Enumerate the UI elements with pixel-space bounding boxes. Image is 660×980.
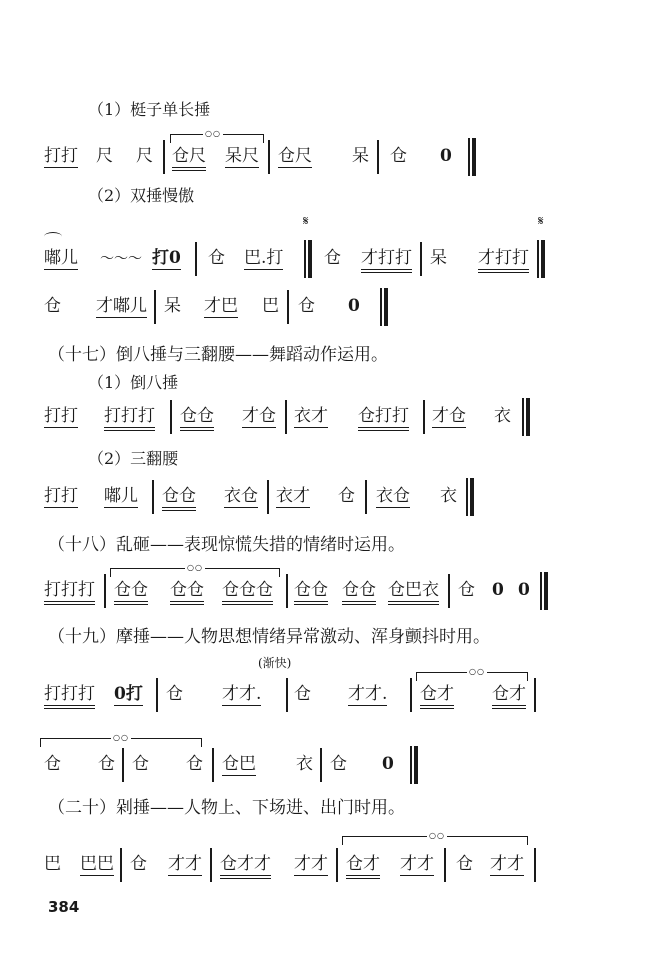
note: 仓才 <box>492 684 526 709</box>
note: 衣 <box>440 486 457 506</box>
end-barline <box>410 746 420 784</box>
double-barline <box>537 240 547 278</box>
note: 呆 <box>352 146 369 166</box>
note: 0 <box>518 580 530 600</box>
barline <box>286 574 288 608</box>
repeat-mark: ○○ <box>205 129 221 138</box>
note: 才打打 <box>478 248 529 273</box>
note: 才才. <box>348 684 388 704</box>
score-row <box>0 563 660 612</box>
note: 才仓 <box>432 406 466 426</box>
score-row <box>0 478 660 518</box>
repeat-bracket <box>110 563 280 577</box>
barline <box>212 748 214 782</box>
barline <box>365 480 367 514</box>
barline <box>423 400 425 434</box>
note: 仓 <box>456 854 473 874</box>
section-heading: （2）双捶慢傲 <box>88 186 195 205</box>
note: 衣 <box>494 406 511 426</box>
note: 仓 <box>130 854 147 874</box>
note: 打打打 <box>44 684 95 709</box>
barline <box>410 678 412 712</box>
barline <box>122 748 124 782</box>
barline <box>170 400 172 434</box>
note: 才才 <box>400 854 434 874</box>
note: 衣 <box>296 754 313 774</box>
section-heading: （1）梃子单长捶 <box>88 100 211 119</box>
note: 打打 <box>44 406 78 426</box>
score-row <box>0 398 660 438</box>
note: 仓仓 <box>162 486 196 511</box>
note: 打打 <box>44 146 78 166</box>
note: 才才 <box>168 854 202 874</box>
note: 0 <box>382 754 394 774</box>
note: 尺 <box>136 146 153 166</box>
score-row <box>0 733 660 786</box>
note: 巴 <box>262 296 279 316</box>
note: 仓巴衣 <box>388 580 439 605</box>
page-number: 384 <box>48 898 80 916</box>
note: 巴 <box>44 854 61 874</box>
note: 仓 <box>294 684 311 704</box>
tremolo-mark: ～～～ <box>100 251 142 267</box>
note: 才才. <box>222 684 262 704</box>
segno-mark: 𝄋 <box>538 214 544 229</box>
note: 嘟儿 <box>104 486 138 506</box>
note: 仓打打 <box>358 406 409 431</box>
note: 仓 <box>98 754 115 774</box>
note: 巴.打 <box>244 248 284 268</box>
note: 呆 <box>164 296 181 316</box>
note: 打打 <box>44 486 78 506</box>
note: 才才 <box>490 854 524 874</box>
barline <box>163 140 165 174</box>
note: 打0 <box>152 248 181 268</box>
note: 打打打 <box>44 580 95 605</box>
note: 仓 <box>298 296 315 316</box>
note: 衣才 <box>276 486 310 506</box>
note: 衣才 <box>294 406 328 426</box>
end-barline <box>522 398 532 436</box>
section-heading: （十七）倒八捶与三翻腰——舞蹈动作运用。 <box>48 345 388 365</box>
note: 衣仓 <box>376 486 410 506</box>
score-row <box>0 831 660 886</box>
barline <box>268 140 270 174</box>
note: 才打打 <box>361 248 412 273</box>
repeat-mark: ○○ <box>429 831 445 840</box>
score-row <box>0 288 660 328</box>
note: 仓才 <box>346 854 380 879</box>
barline <box>377 140 379 174</box>
repeat-bracket <box>342 831 528 845</box>
section-heading: （2）三翻腰 <box>88 449 179 468</box>
section-heading: （十八）乱砸——表现惊慌失措的情绪时运用。 <box>48 535 405 555</box>
end-barline <box>540 572 550 610</box>
barline <box>120 848 122 882</box>
note: 仓 <box>330 754 347 774</box>
end-barline <box>466 478 476 516</box>
note: 仓 <box>458 580 475 600</box>
end-barline <box>468 138 478 176</box>
note: 0打 <box>114 684 143 704</box>
note: 才才 <box>294 854 328 874</box>
barline <box>156 678 158 712</box>
repeat-mark: ○○ <box>113 733 129 742</box>
barline <box>287 290 289 324</box>
note: 0 <box>440 146 452 166</box>
note: 仓仓 <box>342 580 376 605</box>
repeat-mark: ○○ <box>187 563 203 572</box>
repeat-bracket <box>170 129 264 143</box>
note: 0 <box>492 580 504 600</box>
end-barline <box>380 288 390 326</box>
barline <box>152 480 154 514</box>
barline <box>534 678 536 712</box>
note: 嘟儿 <box>44 248 78 268</box>
note: 才巴 <box>204 296 238 316</box>
score-row <box>0 240 660 280</box>
tempo-mark: (渐快) <box>258 656 292 670</box>
note: 呆尺 <box>225 146 259 166</box>
note: 仓 <box>186 754 203 774</box>
note: 仓巴 <box>222 754 256 774</box>
note: 0 <box>348 296 360 316</box>
note: 仓仓仓 <box>222 580 273 605</box>
note: 仓仓 <box>180 406 214 431</box>
barline <box>195 242 197 276</box>
barline <box>267 480 269 514</box>
section-heading: （十九）摩捶——人物思想情绪异常激动、浑身颤抖时用。 <box>48 627 490 647</box>
barline <box>420 242 422 276</box>
note: 尺 <box>96 146 113 166</box>
note: 仓 <box>208 248 225 268</box>
note: 仓才 <box>420 684 454 709</box>
note: 仓才才 <box>220 854 271 879</box>
note: 仓仓 <box>114 580 148 605</box>
barline <box>444 848 446 882</box>
note: 仓仓 <box>294 580 328 605</box>
barline <box>448 574 450 608</box>
note: 才嘟儿 <box>96 296 147 316</box>
note: 仓 <box>44 754 61 774</box>
note: 仓尺 <box>278 146 312 166</box>
section-heading: （二十）剁捶——人物上、下场进、出门时用。 <box>48 798 405 818</box>
barline <box>104 574 106 608</box>
repeat-bracket <box>416 667 528 681</box>
barline <box>336 848 338 882</box>
note: 仓 <box>390 146 407 166</box>
section-heading: （1）倒八捶 <box>88 373 179 392</box>
note: 仓 <box>132 754 149 774</box>
barline <box>534 848 536 882</box>
note: 仓 <box>338 486 355 506</box>
repeat-mark: ○○ <box>469 667 485 676</box>
note: 仓尺 <box>172 146 206 171</box>
barline <box>210 848 212 882</box>
score-row <box>0 129 660 178</box>
note: 打打打 <box>104 406 155 431</box>
barline <box>285 400 287 434</box>
score-row <box>0 667 660 716</box>
note: 呆 <box>430 248 447 268</box>
repeat-bracket <box>40 733 202 747</box>
double-barline <box>304 240 314 278</box>
note: 才仓 <box>242 406 276 426</box>
note: 仓 <box>44 296 61 316</box>
note: 巴巴 <box>80 854 114 874</box>
barline <box>320 748 322 782</box>
note: 仓 <box>166 684 183 704</box>
barline <box>286 678 288 712</box>
segno-mark: 𝄋 <box>303 214 309 229</box>
note: 衣仓 <box>224 486 258 506</box>
barline <box>154 290 156 324</box>
note: 仓 <box>324 248 341 268</box>
note: 仓仓 <box>170 580 204 605</box>
